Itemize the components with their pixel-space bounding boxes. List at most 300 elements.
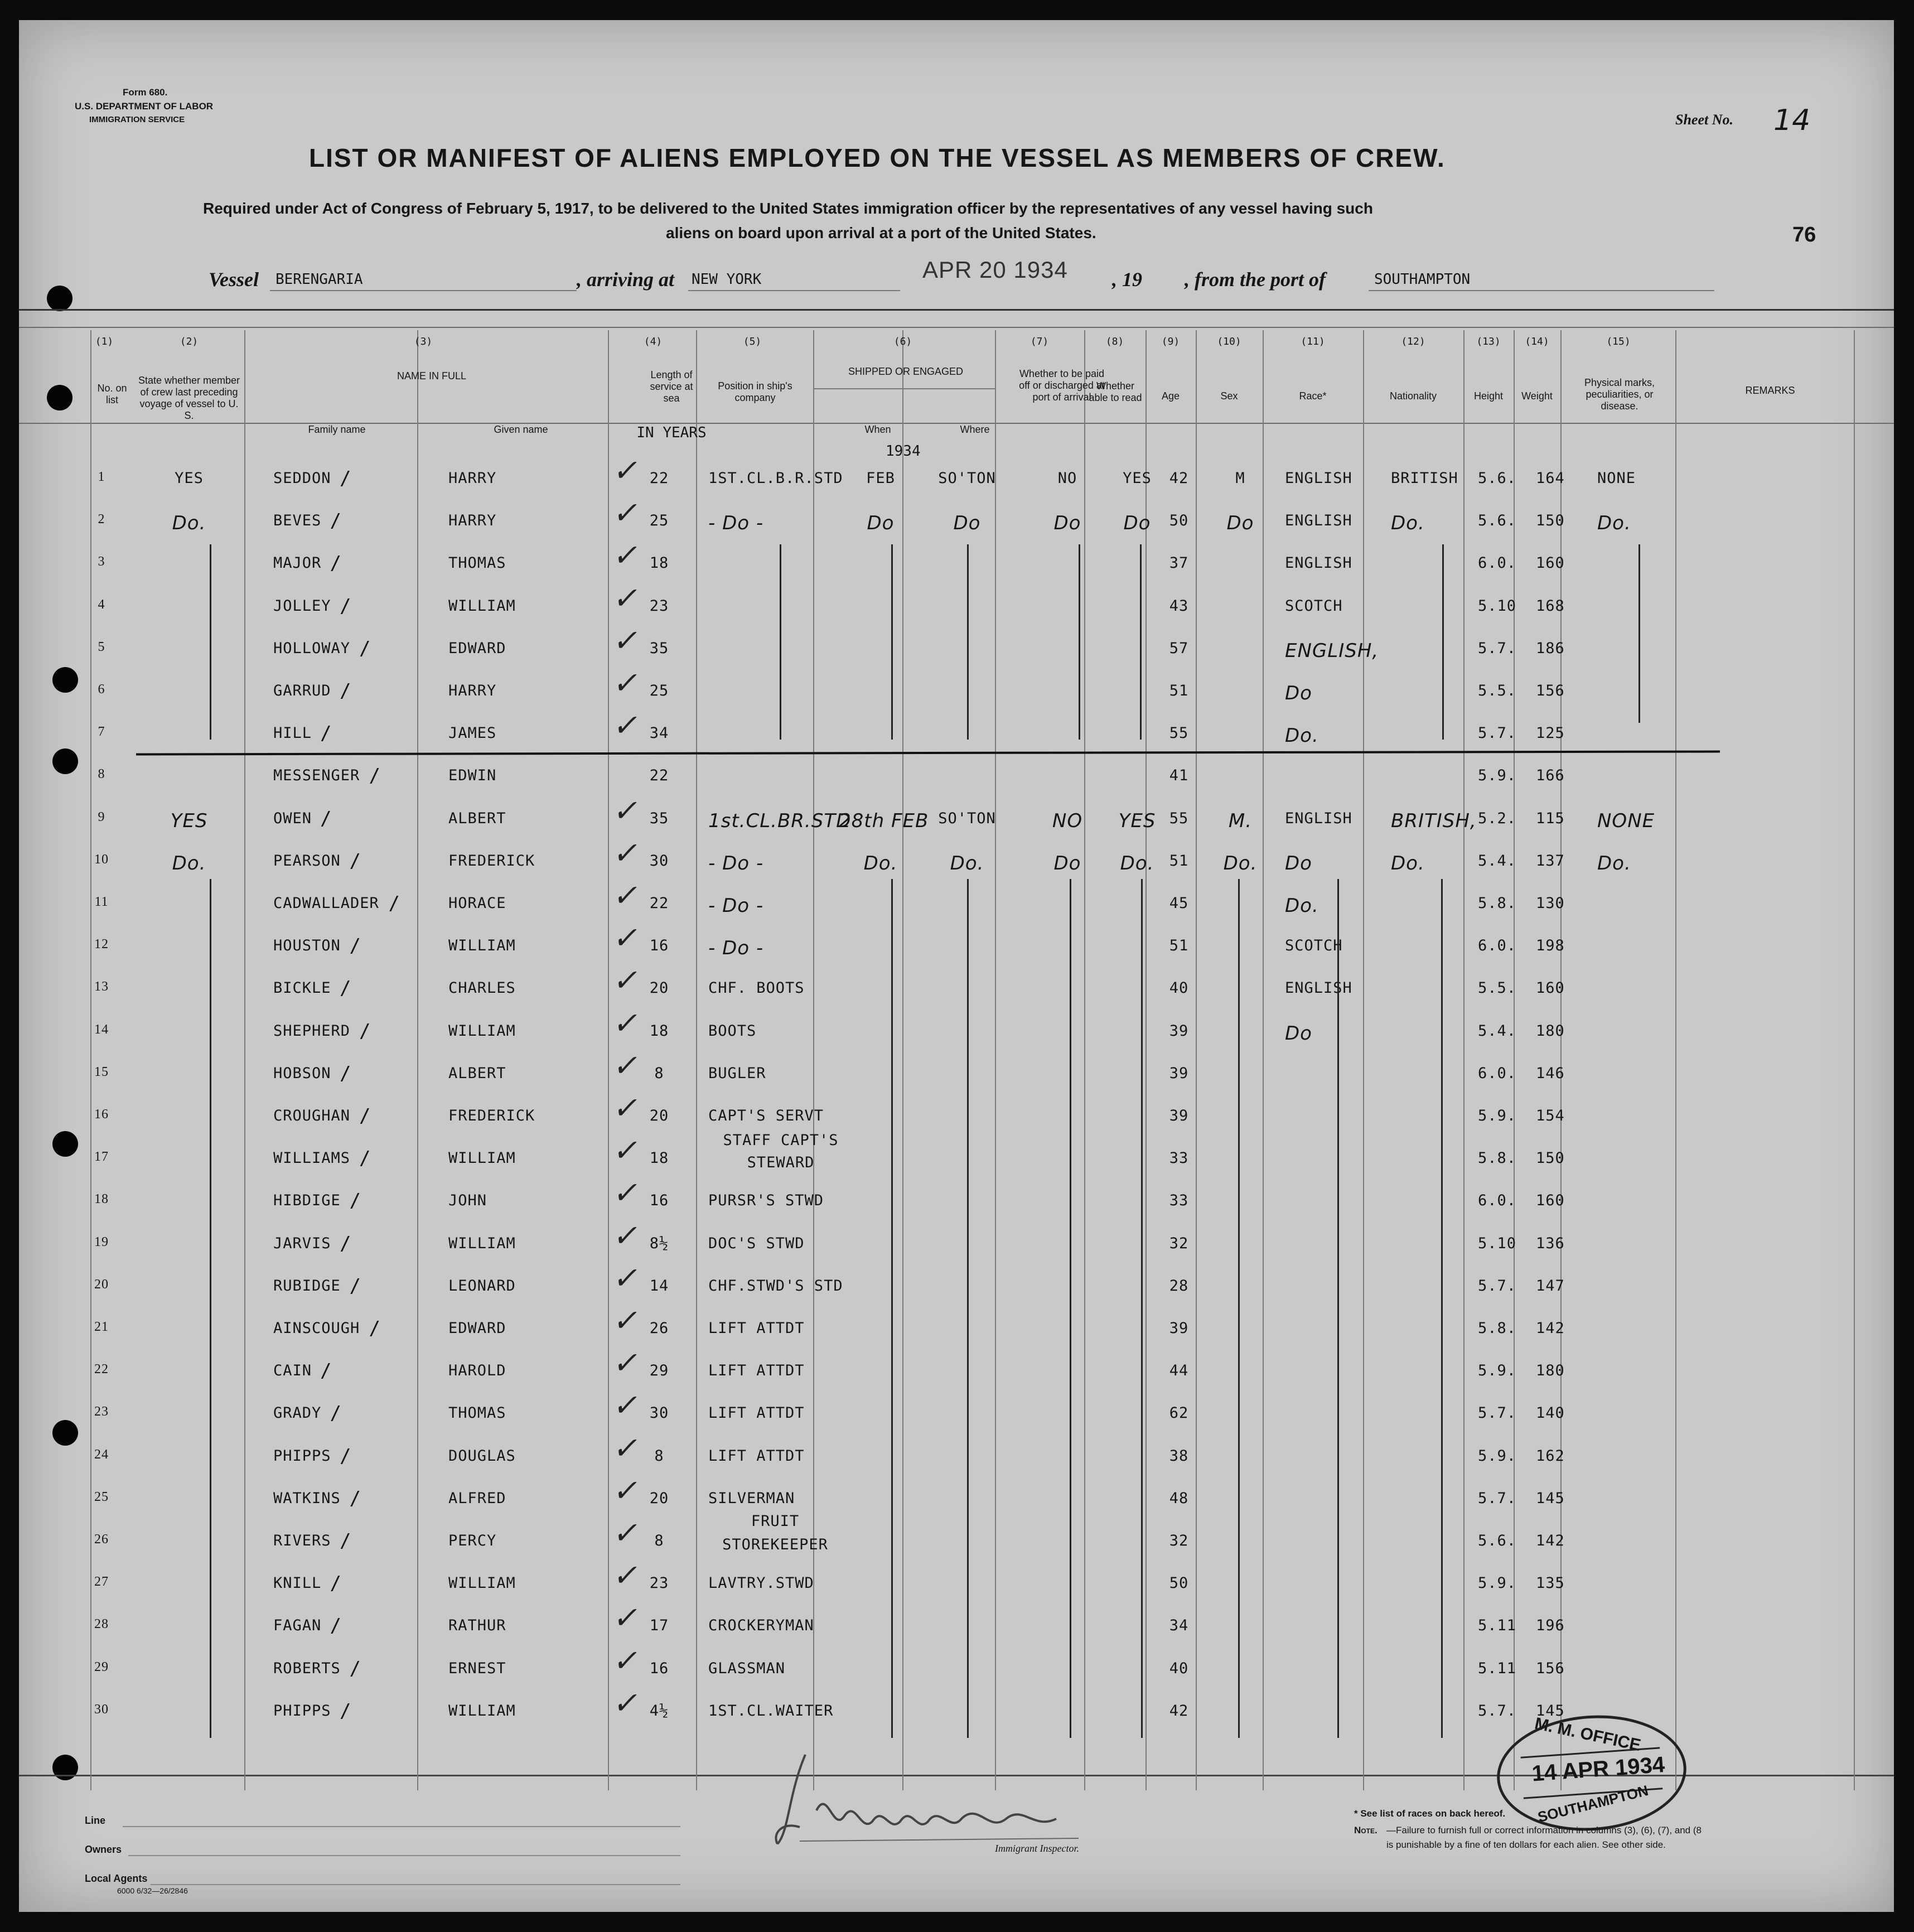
row-height: 5.2. <box>1478 809 1517 827</box>
ditto-line <box>891 544 893 740</box>
family-check-slash: / <box>359 1020 371 1042</box>
row-family-name: HOLLOWAY <box>273 639 351 657</box>
row-family-name: AINSCOUGH <box>273 1320 360 1337</box>
check-mark: ✓ <box>611 878 644 913</box>
strike-through-line <box>136 751 1720 756</box>
sheet-number: 14 <box>1773 104 1811 137</box>
row-number: 6 <box>98 682 105 697</box>
row-given-name: JOHN <box>448 1192 487 1210</box>
arriving-underline <box>688 290 900 291</box>
family-check-slash: / <box>320 722 332 745</box>
row-given-name: WILLIAM <box>448 597 516 615</box>
row-age: 40 <box>1169 1659 1189 1677</box>
row-service: 16 <box>649 937 669 955</box>
row-height: 5.10 <box>1478 597 1517 615</box>
row-position: LIFT ATTDT <box>708 1362 805 1380</box>
check-mark: ✓ <box>611 1558 644 1593</box>
row-service: 14 <box>649 1277 669 1295</box>
row-height: 5.11 <box>1478 1617 1517 1635</box>
punch-hole <box>52 1420 78 1446</box>
family-check-slash: / <box>330 1402 342 1425</box>
family-check-slash: / <box>340 977 352 1000</box>
row-race: Do <box>1285 682 1312 704</box>
family-check-slash: / <box>340 1530 352 1552</box>
check-mark: ✓ <box>611 1260 644 1296</box>
row-race: Do <box>1285 1022 1312 1045</box>
row-age: 42 <box>1169 1702 1189 1720</box>
row-read: Do <box>1123 512 1151 535</box>
note-label: Note. <box>1354 1825 1378 1836</box>
row-race: ENGLISH <box>1285 470 1352 487</box>
row-given-name: EDWARD <box>448 1320 506 1337</box>
family-check-slash: / <box>349 849 361 872</box>
ditto-line <box>1441 879 1443 1738</box>
row-service: 8 <box>654 1064 664 1082</box>
row-age: 50 <box>1169 512 1189 530</box>
col-head-service: Length of service at sea <box>650 369 693 404</box>
row-height: 5.7. <box>1478 1404 1517 1422</box>
row-family-name: OWEN <box>273 809 312 827</box>
col-divider <box>1263 330 1264 1790</box>
check-mark: ✓ <box>611 1175 644 1211</box>
row-weight: 156 <box>1536 682 1565 699</box>
row-number: 28 <box>94 1617 109 1632</box>
punch-hole <box>47 286 72 311</box>
print-code: 6000 6/32—26/2846 <box>117 1886 188 1895</box>
col-divider <box>90 330 91 1790</box>
row-height: 5.7. <box>1478 724 1517 742</box>
row-weight: 142 <box>1536 1532 1565 1549</box>
col-divider <box>1514 330 1515 1790</box>
row-number: 11 <box>94 895 109 909</box>
row-number: 25 <box>94 1489 109 1504</box>
col-head-name: NAME IN FULL <box>397 370 467 381</box>
vessel-label: Vessel <box>209 268 259 291</box>
row-age: 40 <box>1169 979 1189 997</box>
row-age: 37 <box>1169 554 1189 572</box>
row-weight: 140 <box>1536 1404 1565 1422</box>
family-check-slash: / <box>340 680 352 702</box>
row-age: 33 <box>1169 1192 1189 1210</box>
row-service: 18 <box>649 554 669 572</box>
row-service: 20 <box>649 979 669 997</box>
family-check-slash: / <box>340 1699 352 1722</box>
row-position: - Do - <box>708 852 764 875</box>
row-service: 8½ <box>649 1234 669 1252</box>
sheet-label: Sheet No. <box>1675 112 1733 128</box>
row-family-name: ROBERTS <box>273 1659 341 1677</box>
row-family-name: WILLIAMS <box>273 1149 351 1167</box>
row-age: 55 <box>1169 724 1189 742</box>
row-service: 35 <box>649 639 669 657</box>
row-weight: 146 <box>1536 1064 1565 1082</box>
row-position: LAVTRY.STWD <box>708 1574 814 1592</box>
row-position: SILVERMAN <box>708 1489 795 1507</box>
row-age: 32 <box>1169 1234 1189 1252</box>
row-nationality: BRITISH <box>1391 470 1458 487</box>
office-stamp <box>1493 1709 1690 1837</box>
row-number: 3 <box>98 554 105 569</box>
col-head-when: When <box>864 424 891 435</box>
row-age: 34 <box>1169 1617 1189 1635</box>
col-num: (12) <box>1401 336 1425 347</box>
family-check-slash: / <box>349 1274 361 1297</box>
row-family-name: MESSENGER <box>273 767 360 785</box>
row-age: 33 <box>1169 1149 1189 1167</box>
row-race: Do. <box>1285 724 1319 747</box>
row-age: 39 <box>1169 1022 1189 1040</box>
note-line2: is punishable by a fine of ten dollars for each alien. See other side. <box>1386 1839 1666 1850</box>
col-divider <box>995 330 996 1790</box>
col-divider <box>244 330 245 1790</box>
vessel-name: BERENGARIA <box>276 271 363 288</box>
row-given-name: ERNEST <box>448 1659 506 1677</box>
row-state: Do. <box>172 852 206 875</box>
check-mark: ✓ <box>611 580 644 616</box>
check-mark: ✓ <box>611 963 644 998</box>
service-name: IMMIGRATION SERVICE <box>89 115 185 124</box>
row-age: 51 <box>1169 852 1189 870</box>
row-paid: NO <box>1057 470 1077 487</box>
row-number: 24 <box>94 1447 109 1462</box>
row-when: Do <box>867 512 895 535</box>
row-given-name: THOMAS <box>448 554 506 572</box>
col-head-state: State whether member of crew last preceding voyage of vessel to U. S. <box>138 375 240 421</box>
row-number: 18 <box>94 1192 109 1207</box>
row-service: 25 <box>649 682 669 699</box>
row-age: 43 <box>1169 597 1189 615</box>
department: U.S. DEPARTMENT OF LABOR <box>75 101 214 112</box>
row-given-name: HARRY <box>448 512 497 530</box>
row-given-name: WILLIAM <box>448 937 516 955</box>
col-divider <box>813 330 814 1790</box>
family-check-slash: / <box>369 765 381 788</box>
row-family-name: CADWALLADER <box>273 895 379 912</box>
col-divider <box>1463 330 1464 1790</box>
when-year: 1934 <box>886 443 921 460</box>
owners-label: Owners <box>85 1844 122 1855</box>
row-weight: 198 <box>1536 937 1565 955</box>
row-nationality: BRITISH, <box>1391 809 1477 832</box>
row-age: 41 <box>1169 767 1189 785</box>
inspector-signature <box>766 1749 1101 1855</box>
row-height: 5.8. <box>1478 1320 1517 1337</box>
row-height: 5.9. <box>1478 1107 1517 1124</box>
col-divider <box>1675 330 1676 1790</box>
row-number: 19 <box>94 1234 109 1249</box>
subtitle-line2: aliens on board upon arrival at a port of the United States. <box>666 224 1096 241</box>
stamp-bottom: SOUTHAMPTON <box>1536 1781 1650 1826</box>
row-number: 10 <box>94 852 109 867</box>
col-num: (7) <box>1030 336 1049 347</box>
col-divider <box>1196 330 1197 1790</box>
row-weight: 137 <box>1536 852 1565 870</box>
row-race: ENGLISH <box>1285 809 1352 827</box>
row-race: Do <box>1285 852 1312 875</box>
row-weight: 145 <box>1536 1702 1565 1720</box>
col-divider <box>696 330 697 1790</box>
row-height: 5.4. <box>1478 852 1517 870</box>
row-age: 39 <box>1169 1107 1189 1124</box>
row-age: 51 <box>1169 937 1189 955</box>
row-height: 5.7. <box>1478 1702 1517 1720</box>
col-divider <box>1146 330 1147 1790</box>
row-sex: Do <box>1226 512 1254 535</box>
line-underline <box>123 1826 680 1827</box>
row-position: CHF.STWD'S STD <box>708 1277 843 1295</box>
punch-hole <box>52 1755 78 1780</box>
row-position: LIFT ATTDT <box>708 1320 805 1337</box>
shipped-subrule <box>813 388 995 389</box>
row-family-name: HILL <box>273 724 312 742</box>
row-number: 7 <box>98 724 105 740</box>
col-head-marks: Physical marks, peculiarities, or disease. <box>1584 377 1655 412</box>
row-number: 22 <box>94 1362 109 1377</box>
check-mark: ✓ <box>611 1472 644 1508</box>
check-mark: ✓ <box>611 495 644 531</box>
stamp-date: 14 APR 1934 <box>1531 1752 1666 1786</box>
row-weight: 160 <box>1536 1192 1565 1210</box>
row-read: YES <box>1123 470 1152 487</box>
family-check-slash: / <box>369 1317 381 1340</box>
row-position: - Do - <box>708 937 764 960</box>
agents-underline <box>151 1884 680 1885</box>
row-weight: 186 <box>1536 639 1565 657</box>
row-state: YES <box>175 470 204 487</box>
check-mark: ✓ <box>611 1047 644 1083</box>
row-given-name: JAMES <box>448 724 497 742</box>
family-check-slash: / <box>340 467 352 490</box>
check-mark: ✓ <box>611 793 644 828</box>
col-head-paid: Whether to be paid off or discharged at port of arrival <box>1019 368 1105 403</box>
col-divider <box>1363 330 1364 1790</box>
row-weight: 156 <box>1536 1659 1565 1677</box>
punch-hole <box>52 667 78 693</box>
row-service: 25 <box>649 512 669 530</box>
family-check-slash: / <box>359 1147 371 1170</box>
col-head-read: Whether able to read <box>1089 380 1142 403</box>
row-age: 51 <box>1169 682 1189 699</box>
row-given-name: FREDERICK <box>448 1107 535 1124</box>
check-mark: ✓ <box>611 538 644 573</box>
row-height: 5.7. <box>1478 639 1517 657</box>
col-head-remarks: REMARKS <box>1745 385 1795 396</box>
row-family-name: GRADY <box>273 1404 322 1422</box>
col-num: (3) <box>414 336 433 347</box>
row-position: STAFF CAPT'S STEWARD <box>723 1132 839 1172</box>
row-number: 21 <box>94 1320 109 1334</box>
row-given-name: EDWIN <box>448 767 497 785</box>
col-head-sex: Sex <box>1220 390 1238 402</box>
row-number: 17 <box>94 1149 109 1165</box>
row-family-name: SHEPHERD <box>273 1022 351 1040</box>
col-divider <box>608 330 609 1790</box>
ditto-line <box>1141 879 1143 1738</box>
row-family-name: RIVERS <box>273 1532 331 1549</box>
row-given-name: HARRY <box>448 470 497 487</box>
table-rule <box>19 327 1894 328</box>
col-num: (8) <box>1105 336 1124 347</box>
family-check-slash: / <box>349 1487 361 1510</box>
row-where: SO'TON <box>938 809 996 827</box>
col-divider <box>1084 330 1085 1790</box>
row-given-name: HAROLD <box>448 1362 506 1380</box>
row-weight: 115 <box>1536 809 1565 827</box>
table-top-rule <box>19 309 1894 311</box>
row-marks: NONE <box>1597 809 1655 832</box>
row-weight: 135 <box>1536 1574 1565 1592</box>
stamp-top: M. M. OFFICE <box>1533 1714 1642 1755</box>
row-where: Do. <box>950 852 984 875</box>
row-weight: 160 <box>1536 554 1565 572</box>
row-number: 16 <box>94 1107 109 1122</box>
note-line1: —Failure to furnish full or correct information in columns (3), (6), (7), and (8 <box>1386 1825 1702 1836</box>
row-weight: 150 <box>1536 512 1565 530</box>
row-number: 14 <box>94 1022 109 1037</box>
family-check-slash: / <box>359 637 371 660</box>
col-head-no: No. on list <box>97 383 127 405</box>
page-title: LIST OR MANIFEST OF ALIENS EMPLOYED ON THE VESSEL AS MEMBERS OF CREW. <box>309 143 1446 172</box>
row-family-name: BEVES <box>273 512 322 530</box>
ditto-line <box>967 544 969 740</box>
row-number: 30 <box>94 1702 109 1717</box>
row-service: 23 <box>649 597 669 615</box>
races-note: * See list of races on back hereof. <box>1354 1808 1506 1819</box>
row-family-name: HOBSON <box>273 1064 331 1082</box>
row-family-name: JARVIS <box>273 1234 331 1252</box>
row-given-name: WILLIAM <box>448 1149 516 1167</box>
row-position: DOC'S STWD <box>708 1234 805 1252</box>
row-given-name: WILLIAM <box>448 1234 516 1252</box>
row-marks: NONE <box>1597 470 1636 487</box>
row-given-name: WILLIAM <box>448 1574 516 1592</box>
check-mark: ✓ <box>611 920 644 956</box>
row-given-name: HORACE <box>448 895 506 912</box>
row-when: 28th FEB <box>839 809 929 832</box>
row-position: CROCKERYMAN <box>708 1617 814 1635</box>
row-given-name: CHARLES <box>448 979 516 997</box>
arriving-at: NEW YORK <box>692 271 762 288</box>
row-height: 5.6. <box>1478 512 1517 530</box>
row-family-name: PEARSON <box>273 852 341 870</box>
row-state: Do. <box>172 512 206 535</box>
row-age: 55 <box>1169 809 1189 827</box>
row-service: 4½ <box>649 1702 669 1720</box>
row-paid: Do <box>1053 852 1081 875</box>
row-position: CAPT'S SERVT <box>708 1107 824 1124</box>
row-height: 5.5. <box>1478 979 1517 997</box>
col-divider <box>1854 330 1855 1790</box>
row-given-name: PERCY <box>448 1532 497 1549</box>
row-position: - Do - <box>708 512 764 535</box>
row-height: 5.9. <box>1478 1574 1517 1592</box>
row-service: 16 <box>649 1192 669 1210</box>
row-weight: 166 <box>1536 767 1565 785</box>
col-num: (4) <box>644 336 663 347</box>
col-num: (2) <box>180 336 199 347</box>
row-position: FRUIT STOREKEEPER <box>722 1513 828 1553</box>
row-service: 18 <box>649 1149 669 1167</box>
row-service: 18 <box>649 1022 669 1040</box>
row-number: 13 <box>94 979 109 994</box>
row-number: 9 <box>98 809 105 824</box>
col-head-race: Race* <box>1299 390 1327 402</box>
form-number: Form 680. <box>123 87 168 98</box>
row-given-name: WILLIAM <box>448 1702 516 1720</box>
row-given-name: EDWARD <box>448 639 506 657</box>
row-position: BUGLER <box>708 1064 766 1082</box>
row-age: 38 <box>1169 1447 1189 1465</box>
ditto-line <box>1442 544 1444 740</box>
col-num: (9) <box>1161 336 1180 347</box>
row-paid: NO <box>1052 809 1083 832</box>
row-weight: 142 <box>1536 1320 1565 1337</box>
family-check-slash: / <box>349 1657 361 1680</box>
row-height: 6.0. <box>1478 937 1517 955</box>
check-mark: ✓ <box>611 1133 644 1168</box>
col-head-where: Where <box>960 424 990 435</box>
row-where: SO'TON <box>938 470 996 487</box>
row-age: 32 <box>1169 1532 1189 1549</box>
col-num: (15) <box>1606 336 1631 347</box>
row-height: 5.8. <box>1478 895 1517 912</box>
row-family-name: HOUSTON <box>273 937 341 955</box>
row-race: SCOTCH <box>1285 937 1343 955</box>
row-race: SCOTCH <box>1285 597 1343 615</box>
row-age: 42 <box>1169 470 1189 487</box>
row-family-name: FAGAN <box>273 1617 322 1635</box>
check-mark: ✓ <box>611 1303 644 1338</box>
row-service: 16 <box>649 1659 669 1677</box>
check-mark: ✓ <box>611 622 644 658</box>
row-height: 5.5. <box>1478 682 1517 699</box>
row-position: LIFT ATTDT <box>708 1447 805 1465</box>
row-age: 45 <box>1169 895 1189 912</box>
ditto-line <box>210 544 211 740</box>
col-divider <box>902 330 903 1790</box>
col-num: (10) <box>1217 336 1241 347</box>
col-head-weight: Weight <box>1521 390 1553 402</box>
row-family-name: BICKLE <box>273 979 331 997</box>
row-position: CHF. BOOTS <box>708 979 805 997</box>
ditto-line <box>1238 879 1240 1738</box>
ditto-line <box>891 879 893 1738</box>
check-mark: ✓ <box>611 453 644 488</box>
row-weight: 160 <box>1536 979 1565 997</box>
family-check-slash: / <box>388 892 400 915</box>
row-family-name: JOLLEY <box>273 597 331 615</box>
row-service: 8 <box>654 1532 664 1549</box>
row-service: 30 <box>649 852 669 870</box>
row-height: 5.10 <box>1478 1234 1517 1252</box>
row-age: 50 <box>1169 1574 1189 1592</box>
row-service: 29 <box>649 1362 669 1380</box>
row-race: ENGLISH, <box>1285 639 1379 662</box>
from-label: , from the port of <box>1185 268 1326 291</box>
row-position: PURSR'S STWD <box>708 1192 824 1210</box>
row-position: BOOTS <box>708 1022 757 1040</box>
local-agents-label: Local Agents <box>85 1873 148 1884</box>
ditto-line <box>1070 879 1071 1738</box>
ditto-line <box>1337 879 1339 1738</box>
row-weight: 180 <box>1536 1022 1565 1040</box>
check-mark: ✓ <box>611 835 644 871</box>
row-service: 20 <box>649 1489 669 1507</box>
family-check-slash: / <box>330 510 342 533</box>
row-height: 5.9. <box>1478 767 1517 785</box>
row-family-name: RUBIDGE <box>273 1277 341 1295</box>
row-age: 57 <box>1169 639 1189 657</box>
